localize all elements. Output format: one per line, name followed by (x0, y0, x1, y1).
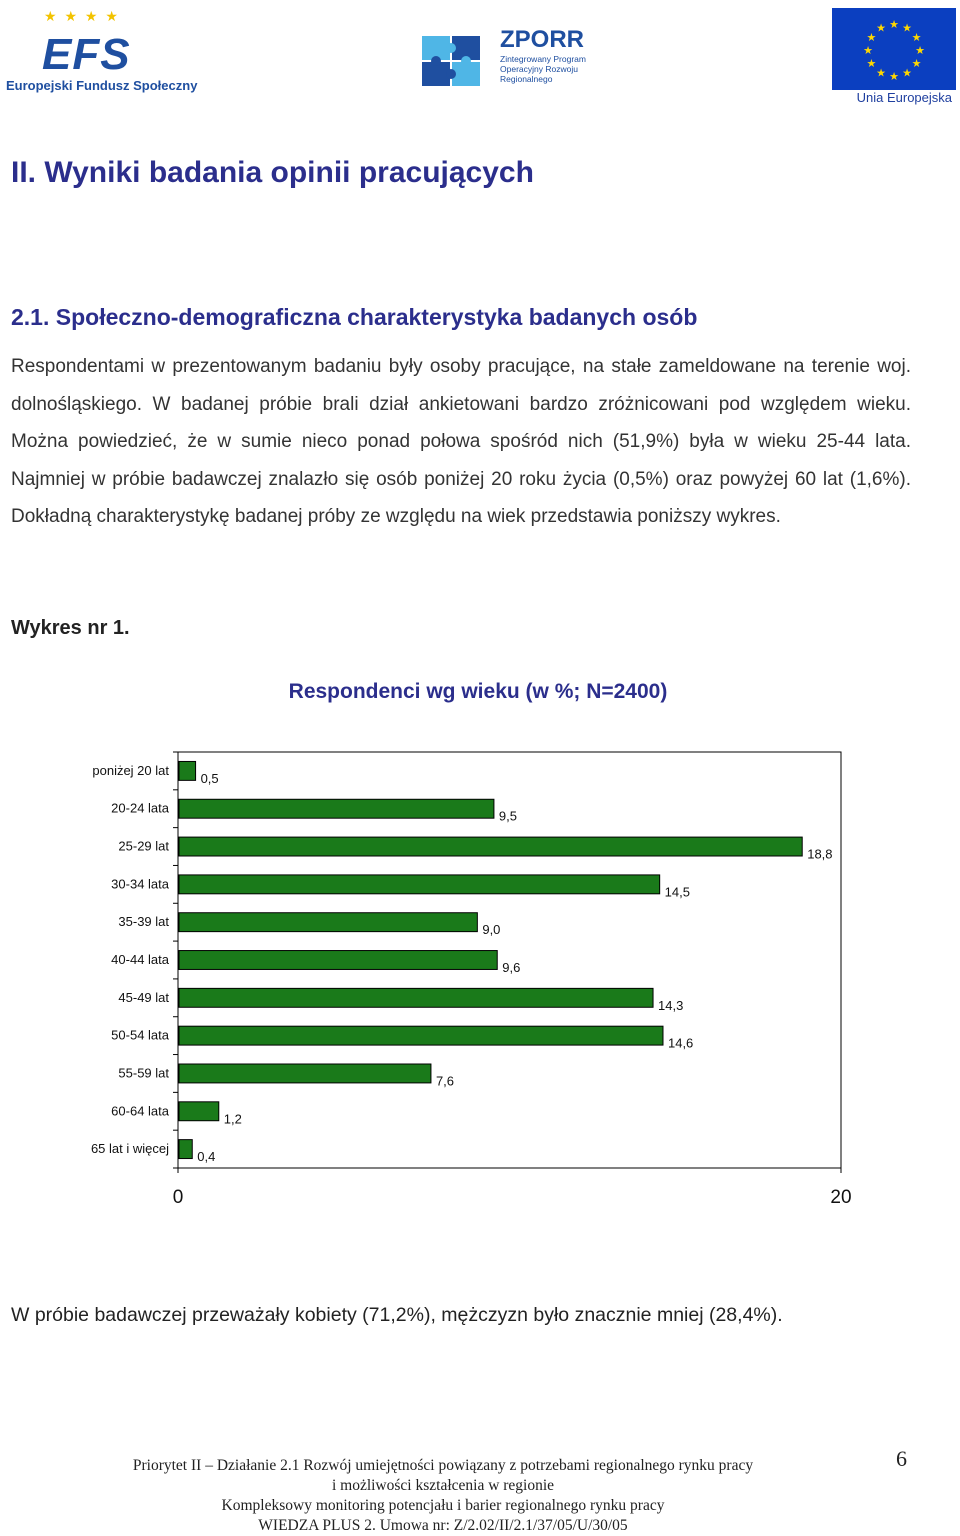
section-title: II. Wyniki badania opinii pracujących (11, 156, 534, 189)
category-label: poniżej 20 lat (92, 762, 169, 778)
eu-star-icon: ★ (863, 45, 873, 57)
eu-flag-icon (832, 8, 956, 90)
value-label: 9,6 (502, 960, 521, 975)
bar (179, 1064, 431, 1083)
footer-line-2: i możliwości kształcenia w regionie (331, 1477, 555, 1494)
category-label: 60-64 lata (111, 1103, 169, 1119)
value-label: 18,8 (807, 846, 833, 862)
eu-star-icon: ★ (889, 71, 899, 83)
eu-caption: Unia Europejska (856, 90, 952, 105)
category-label: 55-59 lat (118, 1065, 169, 1081)
zporr-subtitle: Zintegrowany Program Operacyjny Rozwoju Regionalnego (500, 54, 586, 84)
category-label: 25-29 lat (118, 838, 169, 854)
category-label: 45-49 lat (118, 989, 169, 1005)
eu-star-icon: ★ (889, 19, 899, 31)
category-label: 35-39 lat (118, 914, 169, 930)
eu-star-icon: ★ (915, 45, 925, 57)
efs-logo-text: EFS (42, 30, 131, 79)
bar (179, 761, 196, 780)
footer-line-1: Priorytet II – Działanie 2.1 Rozwój umiejętności powiązany z potrzebami regionalnego rynku pracy (132, 1457, 754, 1474)
value-label: 14,3 (658, 997, 684, 1013)
value-label: 0,4 (197, 1149, 216, 1165)
bar (179, 1102, 219, 1121)
x-tick-label: 20 (830, 1187, 852, 1208)
bar (179, 951, 497, 970)
zporr-logo (418, 22, 588, 92)
x-tick-label: 0 (172, 1187, 184, 1208)
category-label: 40-44 lata (111, 952, 169, 967)
puzzle-icon (420, 26, 484, 88)
bar (179, 913, 477, 932)
efs-logo (6, 6, 198, 96)
efs-name: Europejski Fundusz Społeczny (6, 78, 198, 93)
eu-star-icon: ★ (911, 58, 922, 70)
footer (0, 1456, 886, 1536)
value-label: 1,2 (223, 1111, 242, 1127)
eu-star-icon: ★ (911, 32, 922, 44)
age-bar-chart (0, 660, 960, 1250)
value-label: 7,6 (435, 1073, 455, 1089)
value-label: 14,5 (664, 884, 690, 900)
chart-title: Respondenci wg wieku (w %; N=2400) (288, 680, 668, 703)
closing-text: W próbie badawczej przeważały kobiety (71,2%), mężczyzn było znacznie mniej (28,4%). (11, 1304, 783, 1326)
zporr-title: ZPORR (500, 26, 584, 53)
eu-star-icon: ★ (866, 32, 877, 44)
bar (179, 875, 660, 894)
eu-star-icon: ★ (902, 67, 912, 80)
category-label: 65 lat i więcej (90, 1141, 169, 1157)
bar (179, 1026, 663, 1045)
bar (179, 988, 653, 1007)
subsection-title: 2.1. Społeczno-demograficzna charakterystyka badanych osób (11, 304, 698, 330)
eu-star-icon: ★ (902, 22, 912, 35)
footer-line-3: Kompleksowy monitoring potencjału i barier regionalnego rynku pracy (221, 1497, 665, 1514)
page-number: 6 (896, 1446, 907, 1471)
value-label: 9,5 (498, 808, 518, 824)
value-label: 0,5 (200, 770, 219, 786)
value-label: 14,6 (667, 1035, 694, 1051)
bar (179, 837, 802, 856)
category-label: 20-24 lata (111, 800, 169, 816)
eu-star-icon: ★ (876, 67, 886, 80)
bar (179, 799, 494, 818)
footer-line-4: WIEDZA PLUS 2. Umowa nr: Z/2.02/II/2.1/37/05/U/30/05 (258, 1517, 628, 1534)
category-label: 50-54 lata (111, 1027, 169, 1043)
category-label: 30-34 lata (111, 876, 169, 892)
value-label: 9,0 (482, 922, 501, 938)
eu-star-icon: ★ (876, 22, 886, 35)
chart-label: Wykres nr 1. (11, 617, 130, 639)
bar (179, 1140, 192, 1159)
efs-stars-icon: ★ ★ ★ ★ (44, 8, 120, 24)
intro-paragraph: Respondentami w prezentowanym badaniu były osoby pracujące, na stałe zameldowane na terenie woj. dolnośląskiego. W badanej próbie brali dział ankietowani bardzo zróżnicowani pod względem wieku. Można powiedzieć, że w sumie nieco ponad połowa spośród nich (51,9%) była w wieku 25-44 lata. Najmniej w próbie badawczej znalazło się osób poniżej 20 roku życia (0,5%) oraz powyżej 60 lat (1,6%). Dokładną charakterystykę badanej próby ze względu na wiek przedstawia poniższy wykres. (11, 356, 911, 528)
eu-logo (832, 8, 956, 106)
eu-star-icon: ★ (866, 58, 877, 70)
